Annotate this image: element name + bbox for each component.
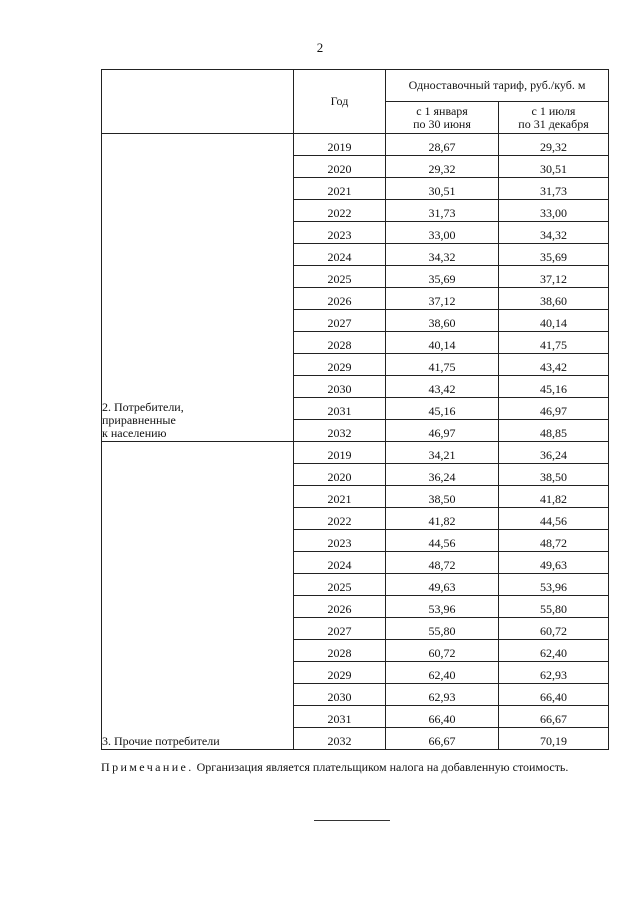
year-column-header: Год [294, 70, 386, 134]
year-cell: 2029 [294, 662, 386, 684]
tariff-h2-cell: 62,93 [499, 662, 609, 684]
period-1-header: с 1 января по 30 июня [386, 102, 499, 134]
tariff-h2-cell: 31,73 [499, 178, 609, 200]
tariff-h1-cell: 46,97 [386, 420, 499, 442]
year-cell: 2021 [294, 178, 386, 200]
tariff-h2-cell: 38,60 [499, 288, 609, 310]
tariff-h2-cell: 70,19 [499, 728, 609, 750]
year-cell: 2027 [294, 618, 386, 640]
table-body [102, 134, 609, 750]
year-cell: 2032 [294, 420, 386, 442]
tariff-h2-cell: 43,42 [499, 354, 609, 376]
note [101, 759, 608, 775]
tariff-h1-cell: 41,82 [386, 508, 499, 530]
tariff-h1-cell: 49,63 [386, 574, 499, 596]
tariff-h2-cell: 40,14 [499, 310, 609, 332]
tariff-column-header: Одноставочный тариф, руб./куб. м [386, 70, 609, 102]
year-cell: 2023 [294, 222, 386, 244]
tariff-h1-cell: 62,40 [386, 662, 499, 684]
tariff-h2-cell: 44,56 [499, 508, 609, 530]
year-cell: 2020 [294, 156, 386, 178]
year-cell: 2031 [294, 398, 386, 420]
tariff-h1-cell: 66,40 [386, 706, 499, 728]
tariff-h1-cell: 45,16 [386, 398, 499, 420]
note-label: Примечание. [101, 760, 194, 774]
year-cell: 2022 [294, 200, 386, 222]
tariff-h2-cell: 49,63 [499, 552, 609, 574]
year-cell: 2019 [294, 442, 386, 464]
tariff-h2-cell: 66,67 [499, 706, 609, 728]
year-cell: 2026 [294, 288, 386, 310]
tariff-h1-cell: 38,60 [386, 310, 499, 332]
closing-rule [314, 820, 390, 821]
tariff-h2-cell: 48,72 [499, 530, 609, 552]
year-cell: 2024 [294, 244, 386, 266]
year-cell: 2030 [294, 376, 386, 398]
tariff-h2-cell: 62,40 [499, 640, 609, 662]
year-cell: 2031 [294, 706, 386, 728]
tariff-h1-cell: 66,67 [386, 728, 499, 750]
category-cell: 3. Прочие потребители [102, 442, 294, 750]
tariff-h1-cell: 41,75 [386, 354, 499, 376]
tariff-h2-cell: 55,80 [499, 596, 609, 618]
tariff-h2-cell: 33,00 [499, 200, 609, 222]
period-2-header: с 1 июля по 31 декабря [499, 102, 609, 134]
tariff-h2-cell: 41,82 [499, 486, 609, 508]
tariff-h2-cell: 41,75 [499, 332, 609, 354]
year-cell: 2021 [294, 486, 386, 508]
tariff-h1-cell: 40,14 [386, 332, 499, 354]
tariff-h1-cell: 34,32 [386, 244, 499, 266]
tariff-h1-cell: 37,12 [386, 288, 499, 310]
tariff-h2-cell: 60,72 [499, 618, 609, 640]
tariff-h1-cell: 48,72 [386, 552, 499, 574]
tariff-h1-cell: 60,72 [386, 640, 499, 662]
table-row [102, 134, 609, 156]
table-header [102, 70, 609, 134]
tariff-h1-cell: 62,93 [386, 684, 499, 706]
tariff-h1-cell: 43,42 [386, 376, 499, 398]
tariff-h2-cell: 48,85 [499, 420, 609, 442]
year-cell: 2020 [294, 464, 386, 486]
tariff-h1-cell: 53,96 [386, 596, 499, 618]
tariff-h2-cell: 36,24 [499, 442, 609, 464]
tariff-h2-cell: 34,32 [499, 222, 609, 244]
year-cell: 2023 [294, 530, 386, 552]
tariff-h1-cell: 35,69 [386, 266, 499, 288]
tariff-h1-cell: 29,32 [386, 156, 499, 178]
note-text: Организация является плательщиком налога на добавленную стоимость. [196, 760, 569, 774]
tariff-h1-cell: 55,80 [386, 618, 499, 640]
year-cell: 2029 [294, 354, 386, 376]
year-cell: 2019 [294, 134, 386, 156]
year-cell: 2030 [294, 684, 386, 706]
tariff-h2-cell: 46,97 [499, 398, 609, 420]
tariff-h1-cell: 33,00 [386, 222, 499, 244]
page-number: 2 [316, 40, 324, 55]
year-cell: 2028 [294, 332, 386, 354]
tariff-h2-cell: 45,16 [499, 376, 609, 398]
category-header-cell [102, 70, 294, 134]
tariff-h1-cell: 34,21 [386, 442, 499, 464]
tariff-h1-cell: 30,51 [386, 178, 499, 200]
year-cell: 2025 [294, 574, 386, 596]
tariff-h1-cell: 36,24 [386, 464, 499, 486]
tariff-h2-cell: 35,69 [499, 244, 609, 266]
tariff-h1-cell: 31,73 [386, 200, 499, 222]
tariff-h1-cell: 38,50 [386, 486, 499, 508]
tariff-h1-cell: 44,56 [386, 530, 499, 552]
tariff-h2-cell: 29,32 [499, 134, 609, 156]
year-cell: 2026 [294, 596, 386, 618]
year-cell: 2032 [294, 728, 386, 750]
year-cell: 2025 [294, 266, 386, 288]
tariff-h2-cell: 37,12 [499, 266, 609, 288]
tariff-h2-cell: 30,51 [499, 156, 609, 178]
table-row [102, 442, 609, 464]
category-cell: 2. Потребители, приравненные к населению [102, 134, 294, 442]
tariff-h2-cell: 38,50 [499, 464, 609, 486]
year-cell: 2027 [294, 310, 386, 332]
year-cell: 2028 [294, 640, 386, 662]
tariff-h2-cell: 53,96 [499, 574, 609, 596]
tariff-h1-cell: 28,67 [386, 134, 499, 156]
year-cell: 2022 [294, 508, 386, 530]
tariff-table [101, 69, 609, 750]
year-cell: 2024 [294, 552, 386, 574]
tariff-h2-cell: 66,40 [499, 684, 609, 706]
